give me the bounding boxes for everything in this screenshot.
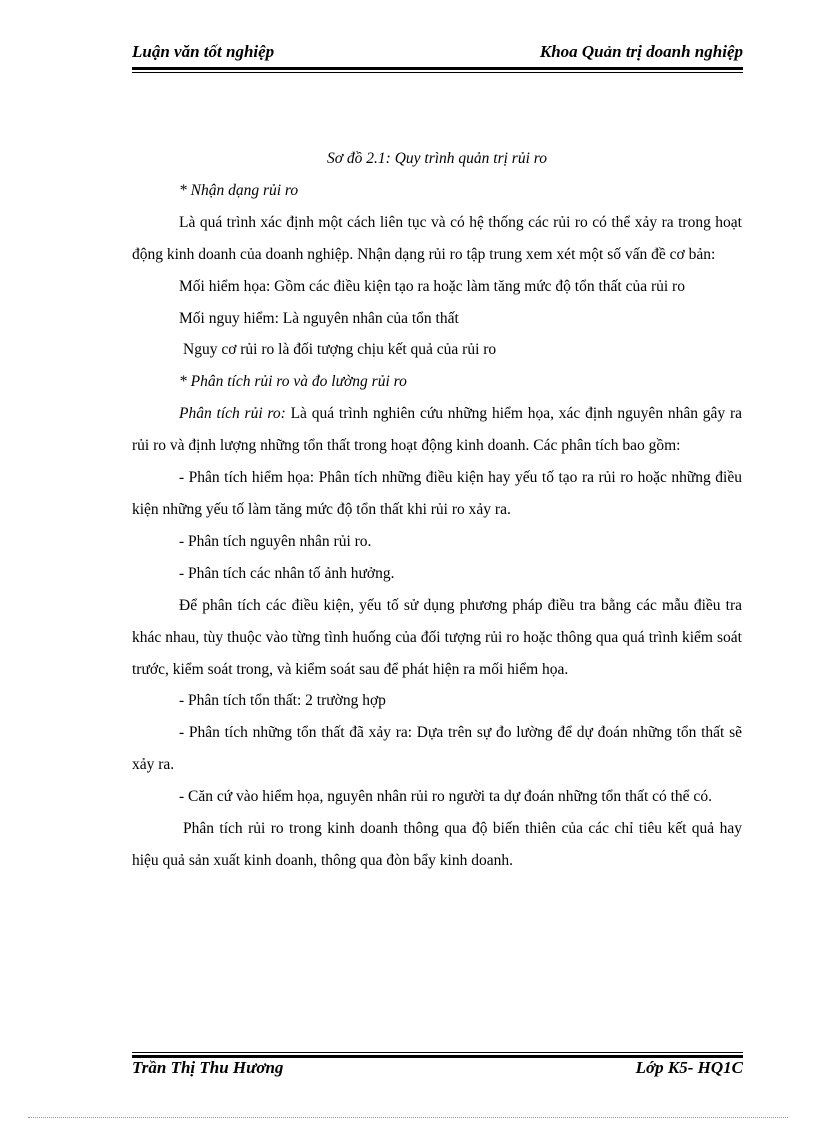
paragraph-lead-term: Phân tích rủi ro: <box>179 405 286 423</box>
page-footer <box>132 1058 743 1082</box>
header-right-title: Khoa Quản trị doanh nghiệp <box>539 42 743 61</box>
paragraph: Mối nguy hiểm: Là nguyên nhân của tổn thất <box>179 309 459 327</box>
paragraph: Phân tích rủi ro trong kinh doanh thông qua độ biến thiên của các chỉ tiêu kết quả hay hiệu quả sản xuất kinh doanh, thông qua đòn bẩy kinh doanh. <box>132 820 742 869</box>
document-body <box>132 143 742 877</box>
paragraph: - Phân tích tổn thất: 2 trường hợp <box>179 692 386 710</box>
page-header <box>132 42 743 68</box>
paragraph: Mối hiểm họa: Gồm các điều kiện tạo ra hoặc làm tăng mức độ tổn thất của rủi ro <box>179 277 685 295</box>
footer-class: Lớp K5- HQ1C <box>635 1058 743 1077</box>
paragraph: - Căn cứ vào hiểm họa, nguyên nhân rủi ro người ta dự đoán những tổn thất có thể có. <box>179 788 712 806</box>
section-heading-identification: * Nhận dạng rủi ro <box>179 181 299 199</box>
paragraph: - Phân tích những tổn thất đã xảy ra: Dựa trên sự đo lường để dự đoán những tổn thất sẽ xảy ra. <box>132 724 742 774</box>
section-heading-analysis: * Phân tích rủi ro và đo lường rủi ro <box>179 373 407 391</box>
paragraph-text: Là quá trình nghiên cứu những hiểm họa, xác định nguyên nhân gây ra rủi ro và định lượng những tổn thất trong hoạt động kinh doanh. Các phân tích bao gồm: <box>132 405 742 455</box>
paragraph: Là quá trình xác định một cách liên tục và có hệ thống các rủi ro có thể xảy ra trong hoạt động kinh doanh của doanh nghiệp. Nhận dạng rủi ro tập trung xem xét một số vấn đề cơ bản: <box>132 213 742 263</box>
paragraph: Nguy cơ rủi ro là đối tượng chịu kết quả của rủi ro <box>183 341 497 359</box>
header-rule-secondary <box>132 72 743 73</box>
footer-rule-secondary <box>132 1052 743 1053</box>
paragraph: - Phân tích nguyên nhân rủi ro. <box>179 532 372 550</box>
footer-author: Trần Thị Thu Hương <box>132 1058 284 1077</box>
header-rule <box>132 67 743 70</box>
paragraph: - Phân tích hiểm họa: Phân tích những điều kiện hay yếu tố tạo ra rủi ro hoặc những điều kiện những yếu tố làm tăng mức độ tổn thất khi rủi ro xảy ra. <box>132 469 742 518</box>
paragraph: - Phân tích các nhân tố ảnh hưởng. <box>179 564 395 582</box>
header-left-title: Luận văn tốt nghiệp <box>132 42 275 61</box>
figure-caption: Sơ đồ 2.1: Quy trình quản trị rủi ro <box>327 150 547 167</box>
paragraph: Để phân tích các điều kiện, yếu tố sử dụng phương pháp điều tra bằng các mẫu điều tra khác nhau, tùy thuộc vào từng tình huống của đối tượng rủi ro hoặc thông qua quá trình kiểm soát trước, kiểm soát trong, và kiểm soát sau để phát hiện ra mối hiểm họa. <box>132 596 742 678</box>
paragraph <box>132 398 742 462</box>
page-edge-line <box>28 1117 788 1118</box>
